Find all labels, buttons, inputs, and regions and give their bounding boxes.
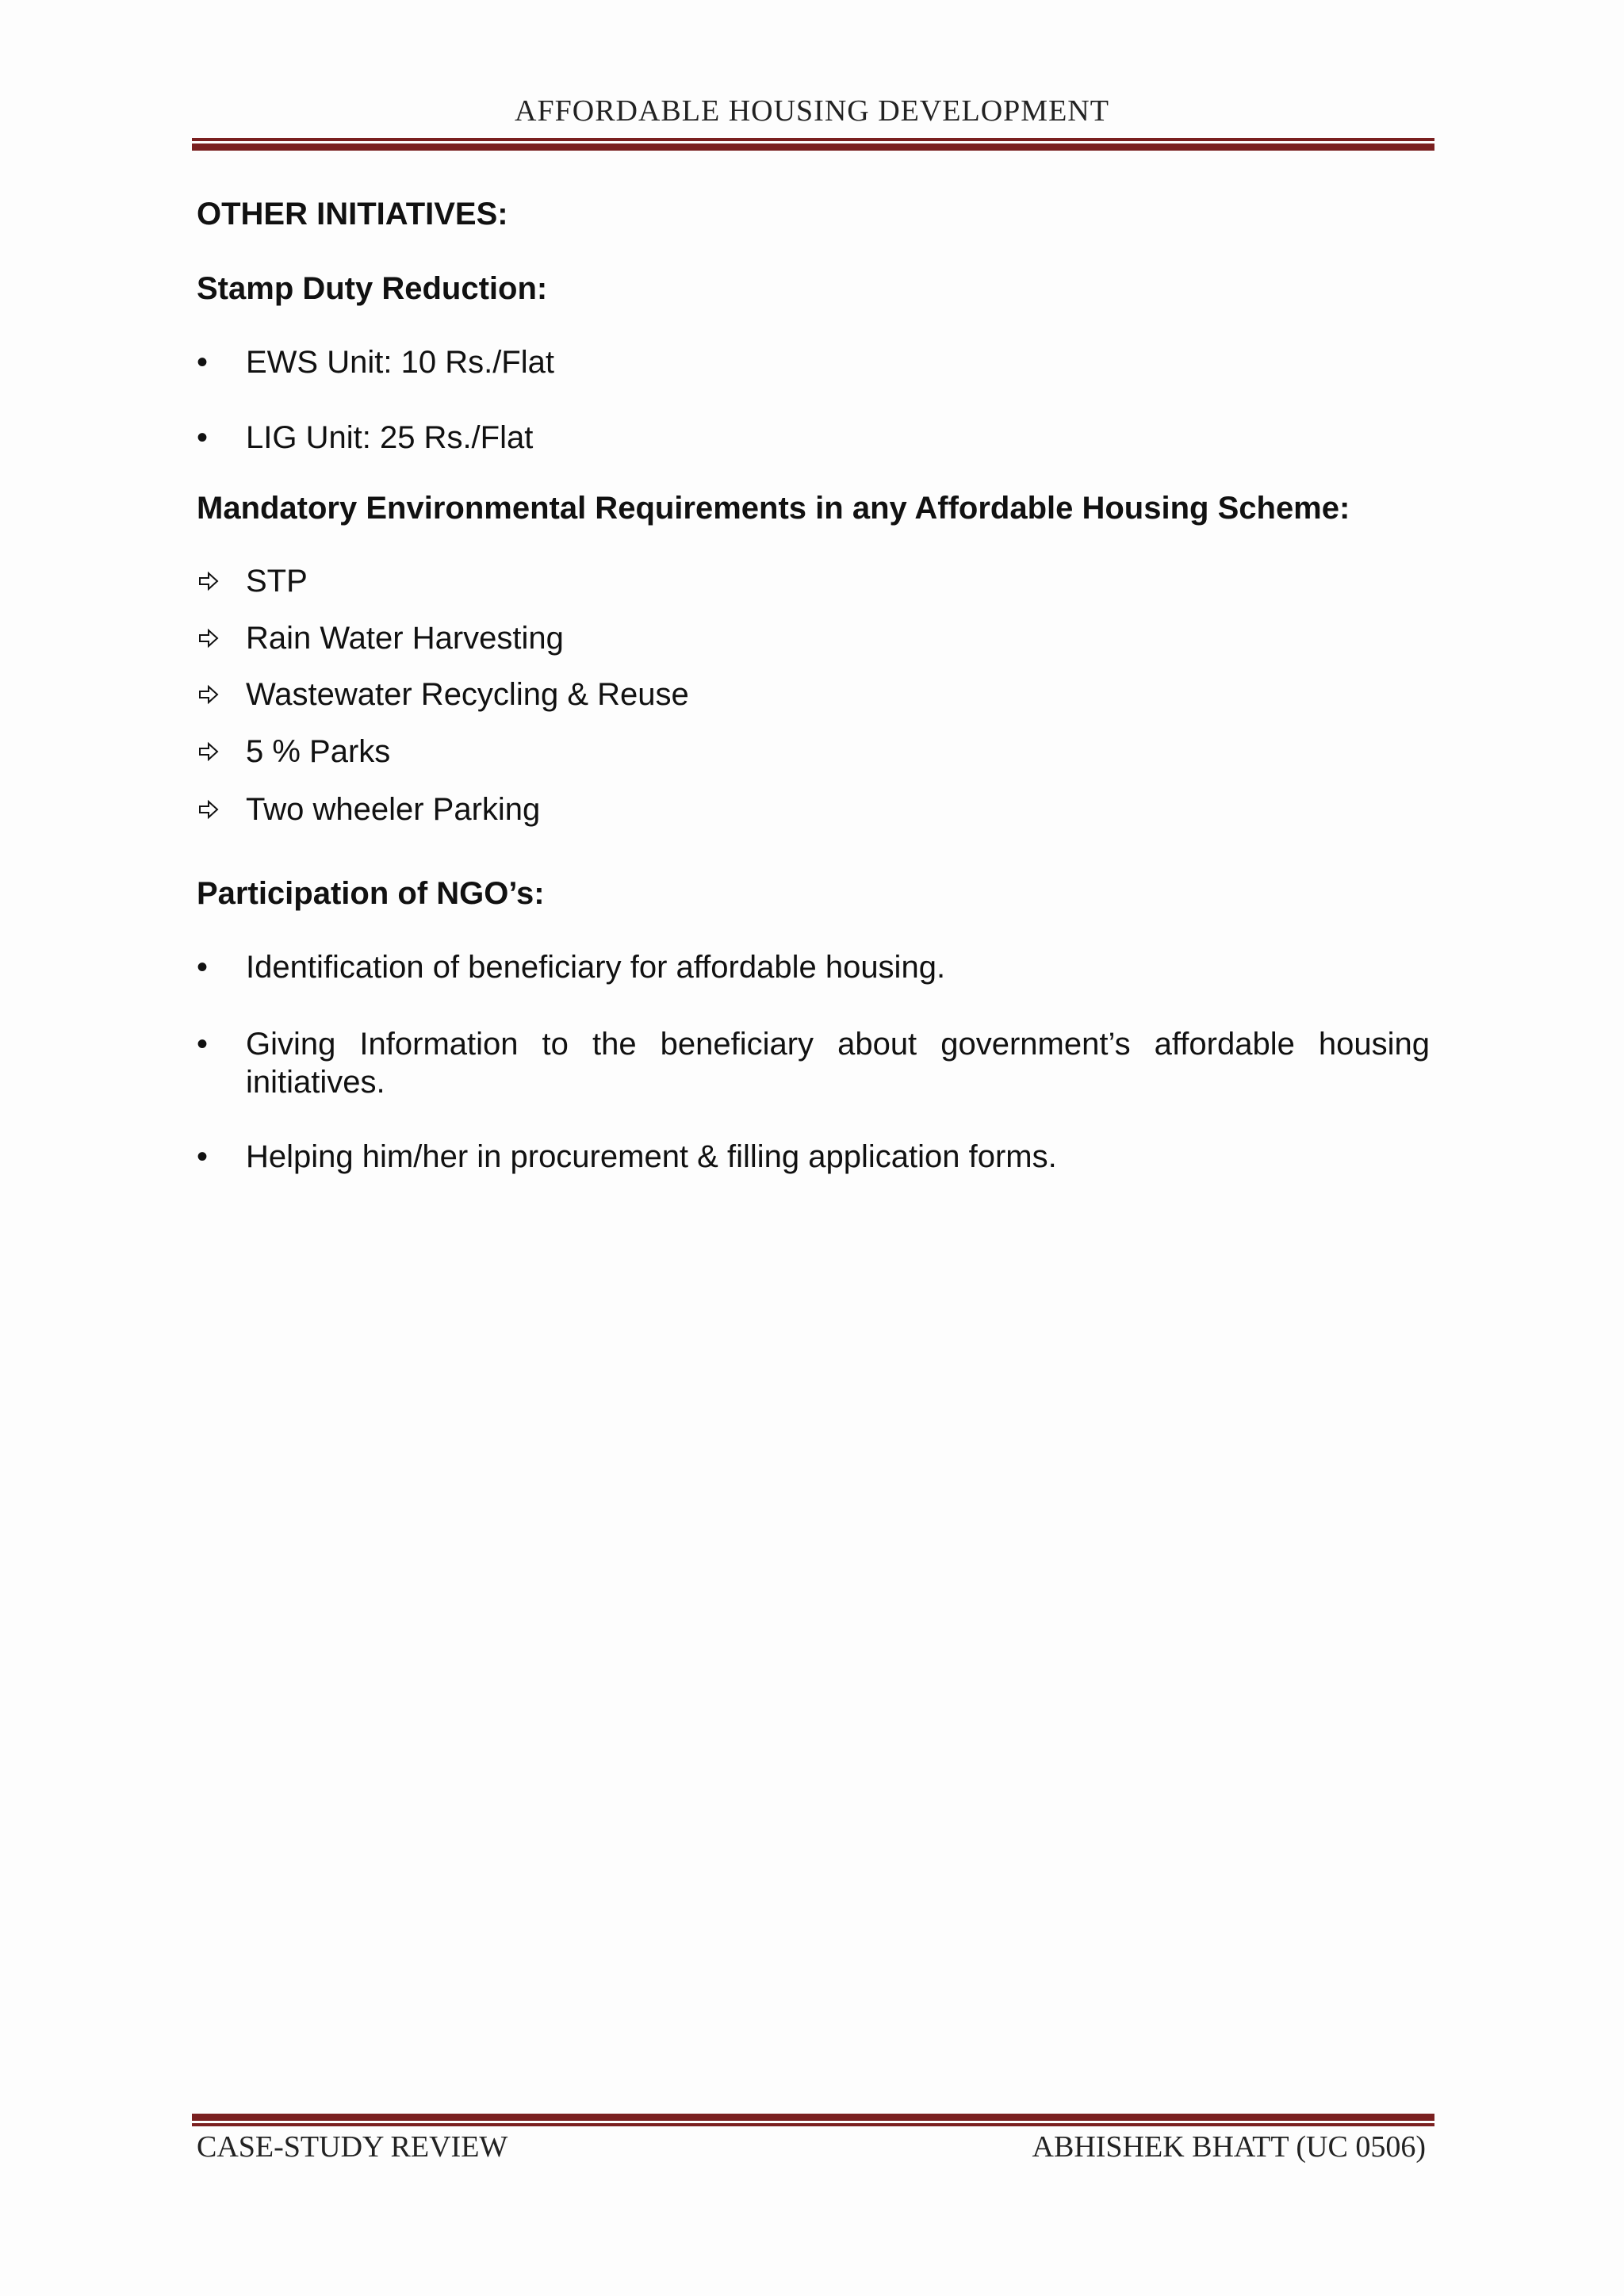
- section-title: OTHER INITIATIVES:: [197, 197, 508, 232]
- bullet-icon: •: [197, 420, 209, 455]
- bullet-icon: •: [197, 1139, 209, 1174]
- ngo-heading: Participation of NGO’s:: [197, 876, 545, 911]
- bullet-icon: •: [197, 950, 209, 985]
- environment-heading: Mandatory Environmental Requirements in any Affordable Housing Scheme:: [197, 491, 1350, 526]
- stamp-duty-heading: Stamp Duty Reduction:: [197, 271, 548, 306]
- page-content: [197, 190, 1430, 1177]
- arrow-right-icon: [198, 561, 219, 601]
- stamp-duty-list: [197, 342, 1430, 457]
- list-item: 5 % Parks: [197, 732, 1430, 771]
- arrow-right-icon: [198, 732, 219, 771]
- footer-left-text: CASE-STUDY REVIEW: [197, 2130, 508, 2164]
- arrow-right-icon: [198, 618, 219, 658]
- list-item: • EWS Unit: 10 Rs./Flat: [197, 342, 1430, 382]
- list-item: • Helping him/her in procurement & filling application forms.: [197, 1137, 1430, 1177]
- list-item: STP: [197, 561, 1430, 601]
- list-item: Two wheeler Parking: [197, 790, 1430, 829]
- list-item: • LIG Unit: 25 Rs./Flat: [197, 418, 1430, 457]
- footer-right-text: ABHISHEK BHATT (UC 0506): [1032, 2130, 1426, 2164]
- arrow-right-icon: [198, 790, 219, 829]
- ngo-list: [197, 947, 1430, 1177]
- arrow-right-icon: [198, 675, 219, 714]
- list-item: Wastewater Recycling & Reuse: [197, 675, 1430, 714]
- header-divider: [192, 138, 1434, 151]
- footer-divider: [192, 2114, 1434, 2126]
- bullet-icon: •: [197, 345, 209, 380]
- list-item: • Identification of beneficiary for affordable housing.: [197, 947, 1430, 987]
- list-item: Rain Water Harvesting: [197, 618, 1430, 658]
- bullet-icon: •: [197, 1027, 209, 1062]
- environment-list: [197, 561, 1430, 829]
- list-item: • Giving Information to the beneficiary about government’s affordable housing initiatives.: [197, 1024, 1430, 1102]
- page-header-title: AFFORDABLE HOUSING DEVELOPMENT: [515, 94, 1109, 128]
